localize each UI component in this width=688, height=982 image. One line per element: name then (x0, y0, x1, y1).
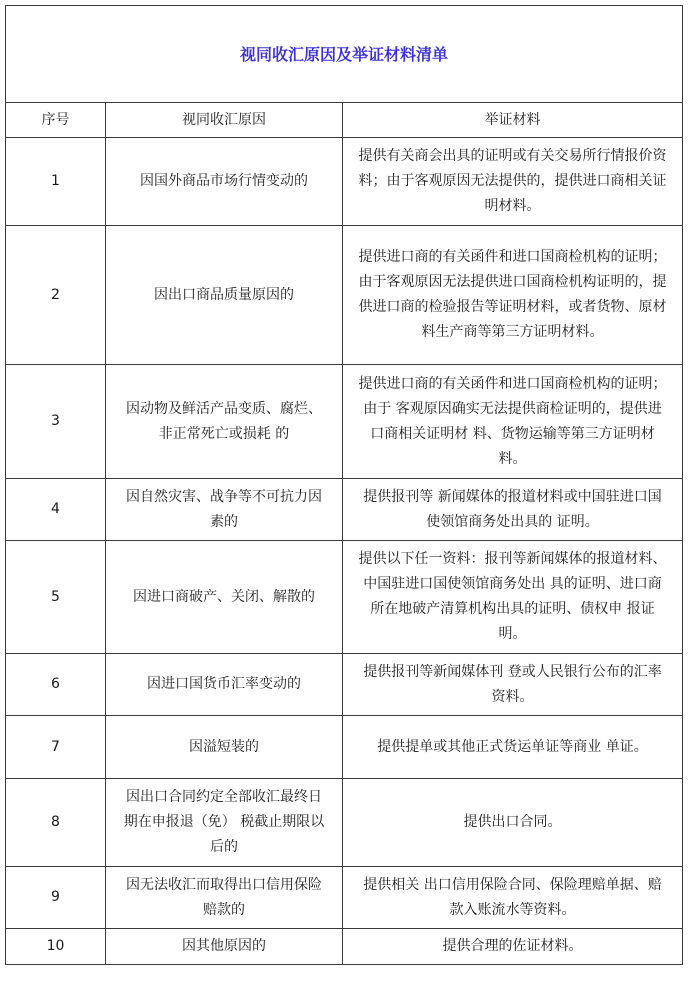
row-reason: 因出口合同约定全部收汇最终日期在申报退（免） 税截止期限以后的 (106, 779, 343, 867)
row-number: 8 (6, 779, 106, 867)
row-reason: 因国外商品市场行情变动的 (106, 138, 343, 226)
row-material: 提供进口商的有关函件和进口国商检机构的证明；由于客观原因无法提供进口国商检机构证明的，提供进口商的检验报告等证明材料，或者货物、原材料生产商等第三方证明材料。 (343, 226, 683, 365)
row-reason: 因自然灾害、战争等不可抗力因素的 (106, 479, 343, 541)
table-row (6, 226, 683, 365)
row-number: 3 (6, 365, 106, 479)
row-material: 提供出口合同。 (343, 779, 683, 867)
row-material: 提供进口商的有关函件和进口国商检机构的证明；由于 客观原因确实无法提供商检证明的，提供进口商相关证明材 料、货物运输等第三方证明材料。 (343, 365, 683, 479)
cause-evidence-table (5, 5, 683, 965)
table-row (6, 479, 683, 541)
table-row (6, 779, 683, 867)
row-material: 提供合理的佐证材料。 (343, 929, 683, 965)
table-row (6, 365, 683, 479)
row-material: 提供以下任一资料：报刊等新闻媒体的报道材料、中国驻进口国使领馆商务处出 具的证明、进口商所在地破产清算机构出具的证明、债权申 报证明。 (343, 541, 683, 654)
row-number: 9 (6, 867, 106, 929)
row-number: 4 (6, 479, 106, 541)
row-reason: 因动物及鲜活产品变质、腐烂、非正常死亡或损耗 的 (106, 365, 343, 479)
row-number: 2 (6, 226, 106, 365)
header-reason: 视同收汇原因 (106, 103, 343, 138)
header-row (6, 103, 683, 138)
table-row (6, 716, 683, 779)
row-reason: 因进口国货币汇率变动的 (106, 654, 343, 716)
row-number: 10 (6, 929, 106, 965)
header-material: 举证材料 (343, 103, 683, 138)
table-row (6, 541, 683, 654)
row-reason: 因进口商破产、关闭、解散的 (106, 541, 343, 654)
row-number: 5 (6, 541, 106, 654)
row-reason: 因其他原因的 (106, 929, 343, 965)
row-number: 6 (6, 654, 106, 716)
row-material: 提供有关商会出具的证明或有关交易所行情报价资料；由于客观原因无法提供的，提供进口商相关证明材料。 (343, 138, 683, 226)
row-number: 7 (6, 716, 106, 779)
row-reason: 因出口商品质量原因的 (106, 226, 343, 365)
row-reason: 因溢短装的 (106, 716, 343, 779)
row-material: 提供报刊等 新闻媒体的报道材料或中国驻进口国使领馆商务处出具的 证明。 (343, 479, 683, 541)
row-material: 提供提单或其他正式货运单证等商业 单证。 (343, 716, 683, 779)
row-number: 1 (6, 138, 106, 226)
table-title: 视同收汇原因及举证材料清单 (6, 6, 683, 103)
row-reason: 因无法收汇而取得出口信用保险赔款的 (106, 867, 343, 929)
table-row (6, 867, 683, 929)
row-material: 提供相关 出口信用保险合同、保险理赔单据、赔款入账流水等资料。 (343, 867, 683, 929)
table-row (6, 654, 683, 716)
table-row (6, 929, 683, 965)
table-row (6, 138, 683, 226)
row-material: 提供报刊等新闻媒体刊 登或人民银行公布的汇率资料。 (343, 654, 683, 716)
title-row (6, 6, 683, 103)
header-no: 序号 (6, 103, 106, 138)
